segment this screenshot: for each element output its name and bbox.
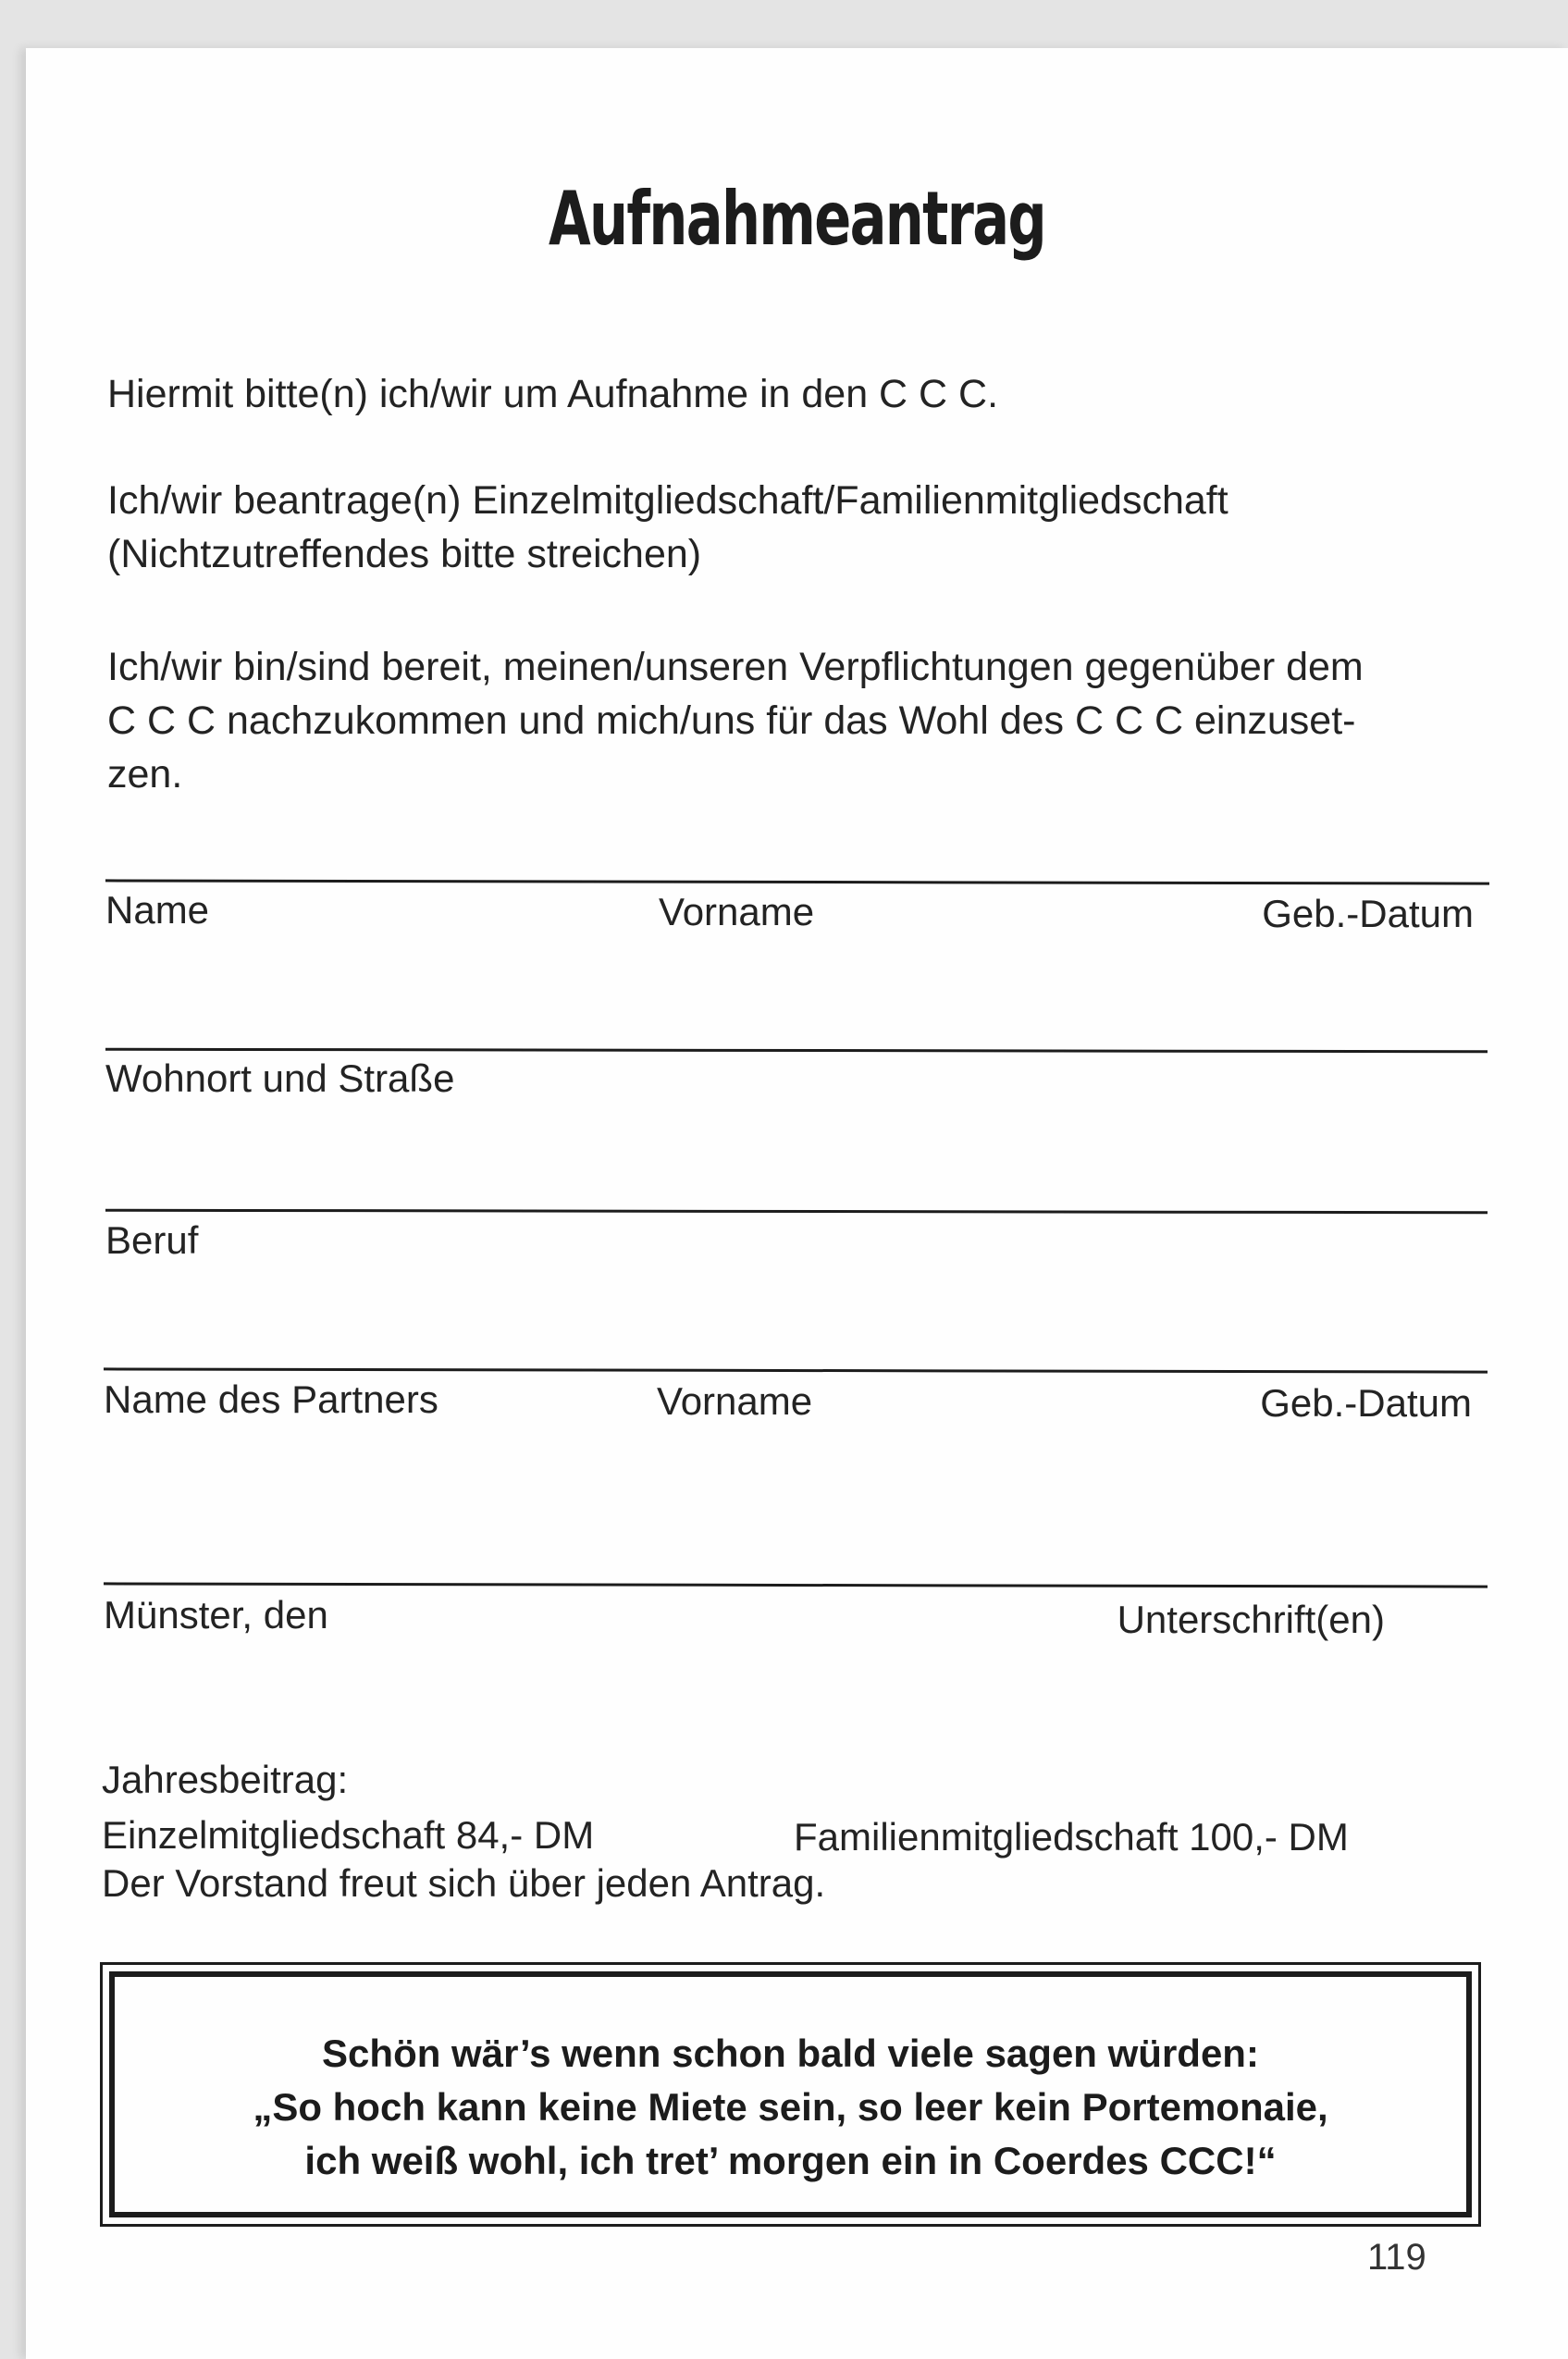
quote-line-2: „So hoch kann keine Miete sein, so leer kein Portemonaie, [253,2085,1328,2129]
form-page [26,48,1568,2359]
quote-box [100,1962,1481,2227]
label-partner-name: Name des Partners [104,1377,438,1421]
intro-line-2: Ich/wir beantrage(n) Einzelmitgliedschaft/Familienmitgliedschaft [107,478,1228,523]
fees-heading: Jahresbeitrag: [102,1758,349,1801]
page-title: Aufnahmeantrag [548,176,1046,262]
label-wohnort: Wohnort und Straße [105,1056,455,1100]
label-unterschrift: Unterschrift(en) [1117,1598,1385,1641]
quote-line-3: ich weiß wohl, ich tret’ morgen ein in Coerdes CCC!“ [304,2139,1277,2182]
intro-line-3: (Nichtzutreffendes bitte streichen) [107,532,702,576]
field-line-beruf[interactable] [105,1209,1488,1215]
label-name: Name [105,888,210,932]
label-beruf: Beruf [105,1218,199,1262]
intro-line-4: Ich/wir bin/sind bereit, meinen/unseren Verpflichtungen gegenüber dem [107,645,1364,689]
intro-line-5: C C C nachzukommen und mich/uns für das Wohl des C C C einzuset- [107,698,1356,743]
label-partner-geb-datum: Geb.-Datum [1260,1381,1472,1425]
field-line-partner[interactable] [104,1367,1488,1373]
label-vorname: Vorname [659,890,815,933]
field-line-wohnort[interactable] [105,1048,1488,1054]
field-line-name[interactable] [105,879,1489,884]
quote-line-1: Schön wär’s wenn schon bald viele sagen würden: [322,2032,1259,2075]
fees-note: Der Vorstand freut sich über jeden Antrag. [102,1861,826,1905]
intro-line-6: zen. [107,752,183,797]
label-geb-datum: Geb.-Datum [1262,892,1474,935]
page-number: 119 [1367,2237,1426,2278]
fee-single: Einzelmitgliedschaft 84,- DM [102,1813,595,1857]
label-partner-vorname: Vorname [657,1379,813,1423]
field-line-signature[interactable] [104,1582,1488,1587]
label-ort-datum: Münster, den [104,1593,328,1636]
intro-line-1: Hiermit bitte(n) ich/wir um Aufnahme in den C C C. [107,372,999,416]
fee-family: Familienmitgliedschaft 100,- DM [794,1815,1349,1859]
